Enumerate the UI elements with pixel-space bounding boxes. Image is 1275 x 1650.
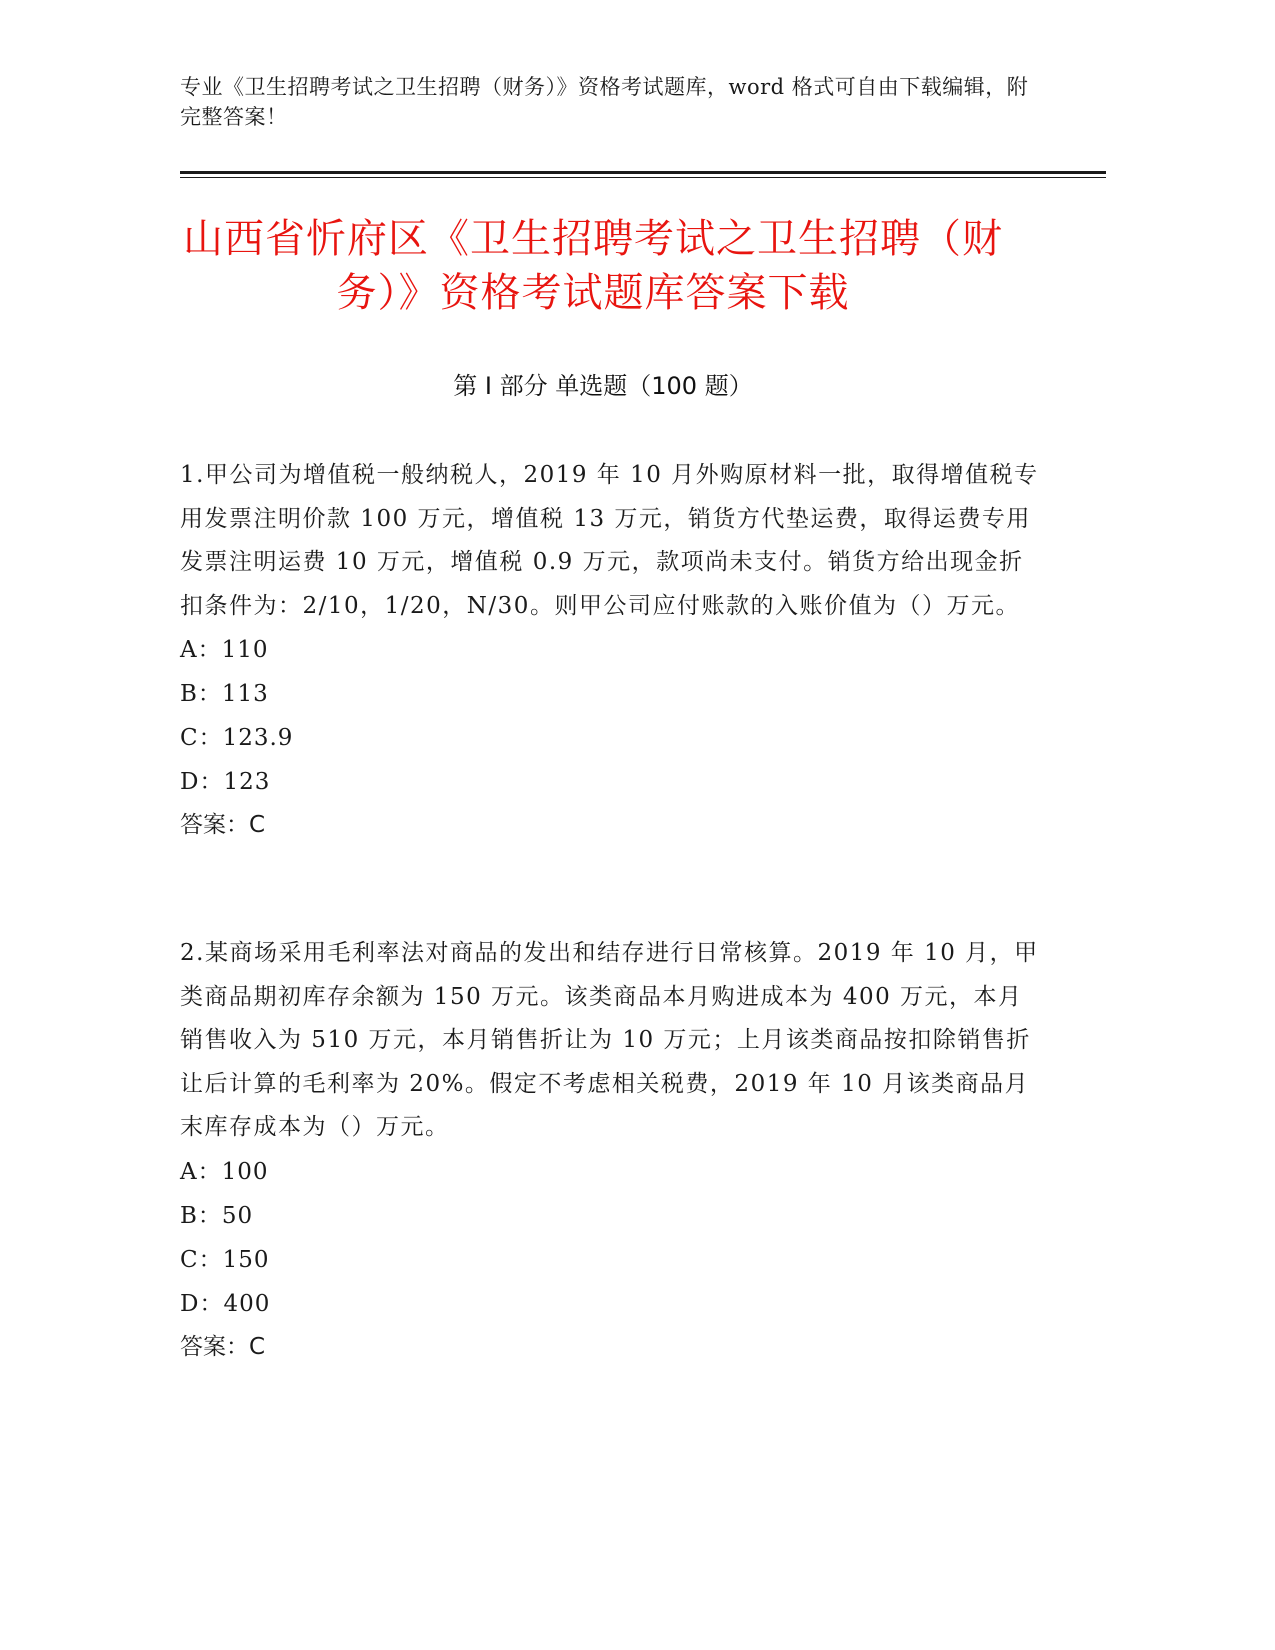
- question-stem: 1.甲公司为增值税一般纳税人，2019 年 10 月外购原材料一批，取得增值税专用发票注明价款 100 万元，增值税 13 万元，销货方代垫运费，取得运费专用发票注明运费 10 万元，增值税 0.9 万元，款项尚未支付。销货方给出现金折扣条件为：2/10，1/20，N/30。则甲公司应付账款的入账价值为（）万元。: [180, 462, 1039, 619]
- section-title: 第 I 部分 单选题（100 题）: [453, 372, 753, 400]
- question-stem: 2.某商场采用毛利率法对商品的发出和结存进行日常核算。2019 年 10 月，甲类商品期初库存余额为 150 万元。该类商品本月购进成本为 400 万元，本月销售收入为 510 万元，本月销售折让为 10 万元；上月该类商品按扣除销售折让后计算的毛利率为 20%。假定不考虑相关税费，2019 年 10 月该类商品月末库存成本为（）万元。: [180, 940, 1039, 1140]
- option-a: A：110: [180, 637, 269, 663]
- header-divider-thin: [180, 177, 1106, 178]
- question-1: [180, 454, 1040, 846]
- option-c: C：150: [180, 1246, 270, 1273]
- header-note: 专业《卫生招聘考试之卫生招聘（财务）》资格考试题库，word 格式可自由下载编辑，附完整答案！: [180, 75, 1029, 129]
- question-2: [180, 932, 1040, 1368]
- option-b: B：113: [180, 681, 269, 707]
- answer-line: 答案：C: [180, 812, 266, 838]
- option-a: A：100: [180, 1158, 269, 1185]
- option-d: D：123: [180, 769, 271, 795]
- option-c: C：123.9: [180, 725, 294, 751]
- answer-line: 答案：C: [180, 1333, 266, 1360]
- header-divider-thick: [180, 171, 1106, 174]
- option-b: B：50: [180, 1202, 254, 1229]
- option-d: D：400: [180, 1290, 271, 1317]
- document-title: 山西省忻府区《卫生招聘考试之卫生招聘（财务）》资格考试题库答案下载: [183, 216, 1003, 316]
